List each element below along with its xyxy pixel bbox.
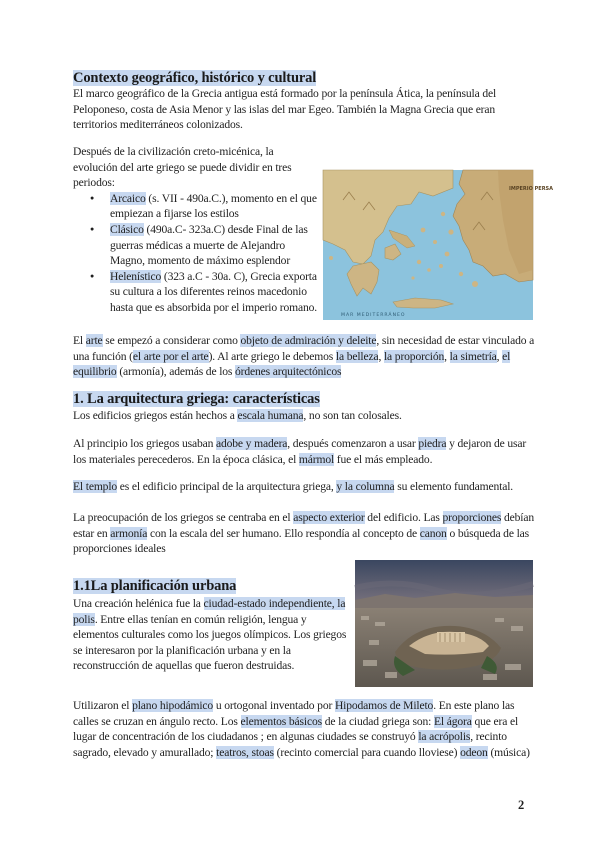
page-number: 2 — [518, 798, 525, 812]
architecture-heading-block — [73, 391, 533, 408]
architecture-paragraph-1: Los edificios griegos están hechos a escala humana, no son tan colosales. — [73, 409, 402, 422]
architecture-paragraph-2: Al principio los griegos usaban adobe y madera, después comenzaron a usar piedra y dejaron de usar los materiales perecederos. En la época clásica, el mármol fue el más empleado. — [73, 437, 527, 466]
context-paragraph-1: El marco geográfico de la Grecia antigua está formado por la península Ática, la península del Peloponeso, costa de Asia Menor y las islas del mar Egeo. También la Magna Grecia que eran territorios mediterráneos colonizados. — [73, 87, 497, 132]
context-heading-block — [73, 70, 533, 87]
acropolis-illustration — [355, 560, 533, 687]
urban-heading-block — [73, 578, 343, 595]
architecture-heading: 1. La arquitectura griega: características — [73, 391, 320, 407]
context-heading: Contexto geográfico, histórico y cultural — [73, 70, 317, 86]
map-label-persian-empire: IMPERIO PERSA — [509, 186, 554, 192]
periods-block — [73, 144, 319, 316]
architecture-paragraph-3: El templo es el edificio principal de la arquitectura griega, y la columna su elemento fundamental. — [73, 480, 514, 493]
map-label-sea: MAR MEDITERRÁNEO — [341, 313, 406, 318]
period-item-helenistico: ● Helenístico (323 a.C - 30a. C), Grecia exporta su cultura a los diferentes reinos macedonio hasta que es absorbida por el imperio romano. — [73, 269, 319, 316]
urban-heading: 1.1La planificación urbana — [73, 578, 237, 594]
context-paragraph-2: Después de la civilización creto-micénica, la evolución del arte griego se puede dividir en tres periodos: — [73, 145, 292, 190]
period-item-clasico: ● Clásico (490a.C- 323a.C) desde Final de las guerras médicas a muerte de Alejandro Magno, momento de máximo esplendor — [73, 222, 319, 269]
periods-list — [73, 191, 319, 316]
urban-paragraph-2: Utilizaron el plano hipodámico u ortogonal inventado por Hipodamos de Mileto. En este plano las calles se cruzan en ángulo recto. Los elementos básicos de la ciudad griega son: El ágora que era el lugar de concentración de los ciudadanos ; en algunas ciudades se construyó la acrópolis, recinto sagrado, elevado y amurallado; teatros, stoas (recinto comercial para cuando lloviese) odeon (música) — [73, 699, 530, 759]
map-illustration — [323, 170, 554, 320]
architecture-paragraph-4: La preocupación de los griegos se centraba en el aspecto exterior del edificio. Las proporciones debían estar en armonía con la escala del ser humano. Ello respondía al concepto de canon o búsqueda de las proporciones ideales — [73, 511, 535, 556]
urban-paragraph-1: Una creación helénica fue la ciudad-estado independiente, la polis. Entre ellas tenían en común religión, lengua y elementos culturales como los juegos olímpicos. Los griegos se interesaron por la planificación urbana y en la reconstrucción de aquellas que fueron destruidas. — [73, 597, 347, 673]
map-of-greece — [323, 170, 554, 320]
period-item-arcaico: ● Arcaico (s. VII - 490a.C.), momento en el que empiezan a fijarse los estilos — [73, 191, 319, 222]
art-paragraph: El arte se empezó a considerar como objeto de admiración y deleite, sin necesidad de estar vinculado a una función (el arte por el arte). Al arte griego le debemos la belleza, la proporción, la simetría, el equilibrio (armonía), además de los órdenes arquitectónicos — [73, 334, 535, 379]
acropolis-photo — [355, 560, 533, 687]
